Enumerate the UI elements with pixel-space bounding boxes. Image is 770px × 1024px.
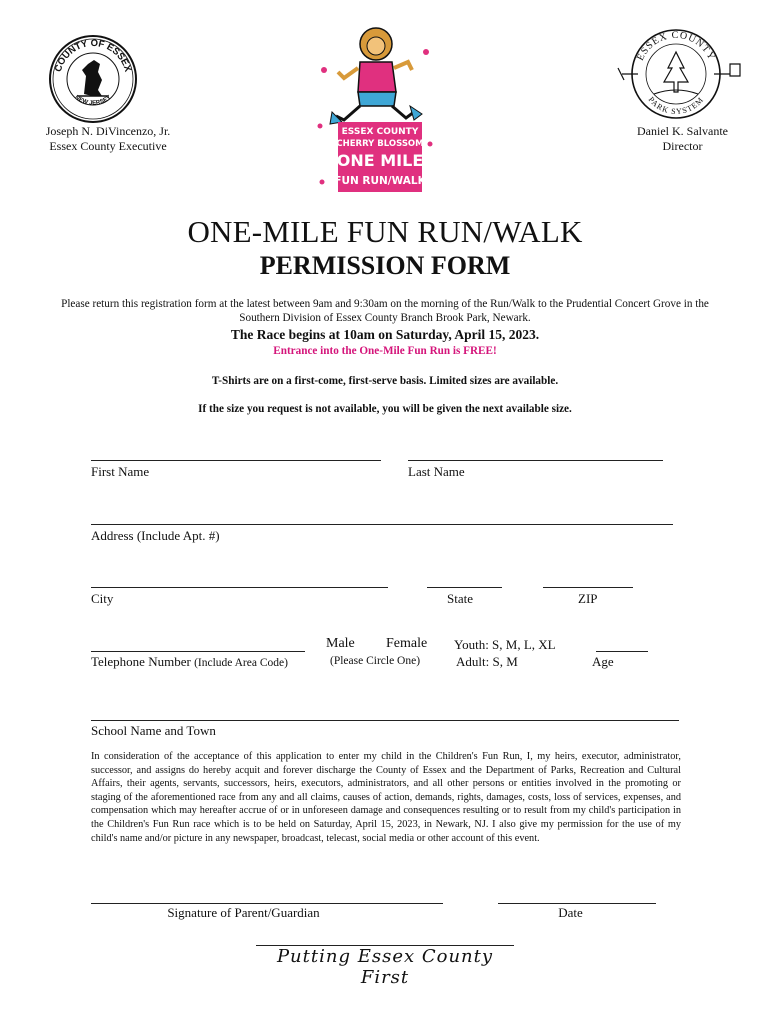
cherry-blossom-run-logo bbox=[314, 22, 439, 194]
parent-signature-label: Signature of Parent/Guardian bbox=[167, 905, 320, 920]
zip-field[interactable] bbox=[543, 587, 633, 588]
director-name: Daniel K. Salvante bbox=[637, 124, 728, 138]
left-seal-top-text: COUNTY OF ESSEX bbox=[52, 37, 134, 74]
telephone-field[interactable] bbox=[91, 651, 305, 652]
county-executive-title: Essex County Executive bbox=[49, 139, 167, 153]
instructions-text: Please return this registration form at the latest between 9am and 9:30am on the morning of the Run/Walk to the Prudential Concert Grove in the Southern Division of Essex County Branch Brook Park, Newark. bbox=[61, 298, 709, 324]
county-executive-name: Joseph N. DiVincenzo, Jr. bbox=[45, 124, 171, 138]
adult-sizes-option[interactable]: Adult: S, M bbox=[456, 654, 518, 669]
director-block bbox=[600, 124, 765, 154]
gender-female-option[interactable]: Female bbox=[386, 636, 428, 651]
county-executive-block bbox=[18, 124, 198, 154]
size-note: If the size you request is not available, you will be given the next available size. bbox=[198, 403, 572, 415]
telephone-area-code-note: (Include Area Code) bbox=[194, 657, 288, 669]
telephone-label bbox=[91, 654, 288, 670]
logo-line-4: FUN RUN/WALK bbox=[334, 175, 426, 187]
last-name-field[interactable] bbox=[408, 460, 663, 461]
parent-signature-field[interactable] bbox=[91, 903, 443, 904]
age-field[interactable] bbox=[596, 651, 648, 652]
park-system-seal-logo bbox=[614, 24, 744, 124]
first-name-label: First Name bbox=[91, 464, 150, 479]
state-field[interactable] bbox=[427, 587, 502, 588]
last-name-label: Last Name bbox=[408, 464, 465, 479]
logo-line-3: ONE MILE bbox=[336, 151, 424, 170]
age-label: Age bbox=[592, 654, 614, 669]
tshirt-note: T-Shirts are on a first-come, first-serve basis. Limited sizes are available. bbox=[211, 375, 559, 387]
county-seal-logo bbox=[48, 34, 138, 124]
footer-slogan: Putting Essex County First bbox=[276, 946, 494, 988]
school-field[interactable] bbox=[91, 720, 679, 721]
address-label: Address (Include Apt. #) bbox=[91, 528, 220, 543]
right-seal-top-text: ESSEX COUNTY bbox=[635, 29, 717, 63]
page-title: ONE-MILE FUN RUN/WALK bbox=[187, 214, 583, 249]
gender-male-option[interactable]: Male bbox=[326, 636, 355, 651]
first-name-field[interactable] bbox=[91, 460, 381, 461]
date-label: Date bbox=[558, 905, 583, 920]
logo-line-1: ESSEX COUNTY bbox=[341, 127, 419, 137]
date-field[interactable] bbox=[498, 903, 656, 904]
city-label: City bbox=[91, 591, 114, 606]
address-field[interactable] bbox=[91, 524, 673, 525]
left-seal-bottom-text: NEW JERSEY bbox=[73, 94, 113, 107]
free-entrance-note: Entrance into the One-Mile Fun Run is FREE! bbox=[273, 345, 497, 357]
svg-text:ESSEX COUNTY bbox=[635, 30, 717, 63]
right-seal-bottom-text: PARK SYSTEM bbox=[646, 94, 706, 117]
youth-sizes-option[interactable]: Youth: S, M, L, XL bbox=[454, 637, 556, 652]
logo-line-2: CHERRY BLOSSOM bbox=[336, 139, 424, 149]
release-waiver-text: In consideration of the acceptance of this application to enter my child in the Children's Fun Run, I, my heirs, executor, administrator, successor, and assigns do hereby acquit and forever discharge the County of Essex and the Department of Parks, Recreation and Cultural Affairs, their agents, servants, successors, heirs, executors, administrators, and all other persons or entities involved in the promoting or staging of the aforementioned race from any and all claims, causes of action, demands, rights, damages, costs, loss of services, expenses, and compensation which may hereafter accrue of or in unforeseen damage and consequences resulting or to result from my child's participation in the Children's Fun Run race which is to be held on Saturday, April 15, 2023, in Newark, NJ. I also give my permission for the use of my child's name and/or picture in any newspaper, broadcast, telecast, social media or other account of this event. bbox=[91, 751, 681, 844]
city-field[interactable] bbox=[91, 587, 388, 588]
zip-label: ZIP bbox=[578, 591, 598, 606]
telephone-label-text: Telephone Number bbox=[91, 654, 191, 669]
page-subtitle: PERMISSION FORM bbox=[259, 251, 511, 280]
state-label: State bbox=[447, 591, 473, 606]
circle-one-note: (Please Circle One) bbox=[330, 655, 421, 667]
school-label: School Name and Town bbox=[91, 723, 216, 738]
race-date-text: The Race begins at 10am on Saturday, April 15, 2023. bbox=[230, 327, 540, 342]
director-title: Director bbox=[662, 139, 703, 153]
